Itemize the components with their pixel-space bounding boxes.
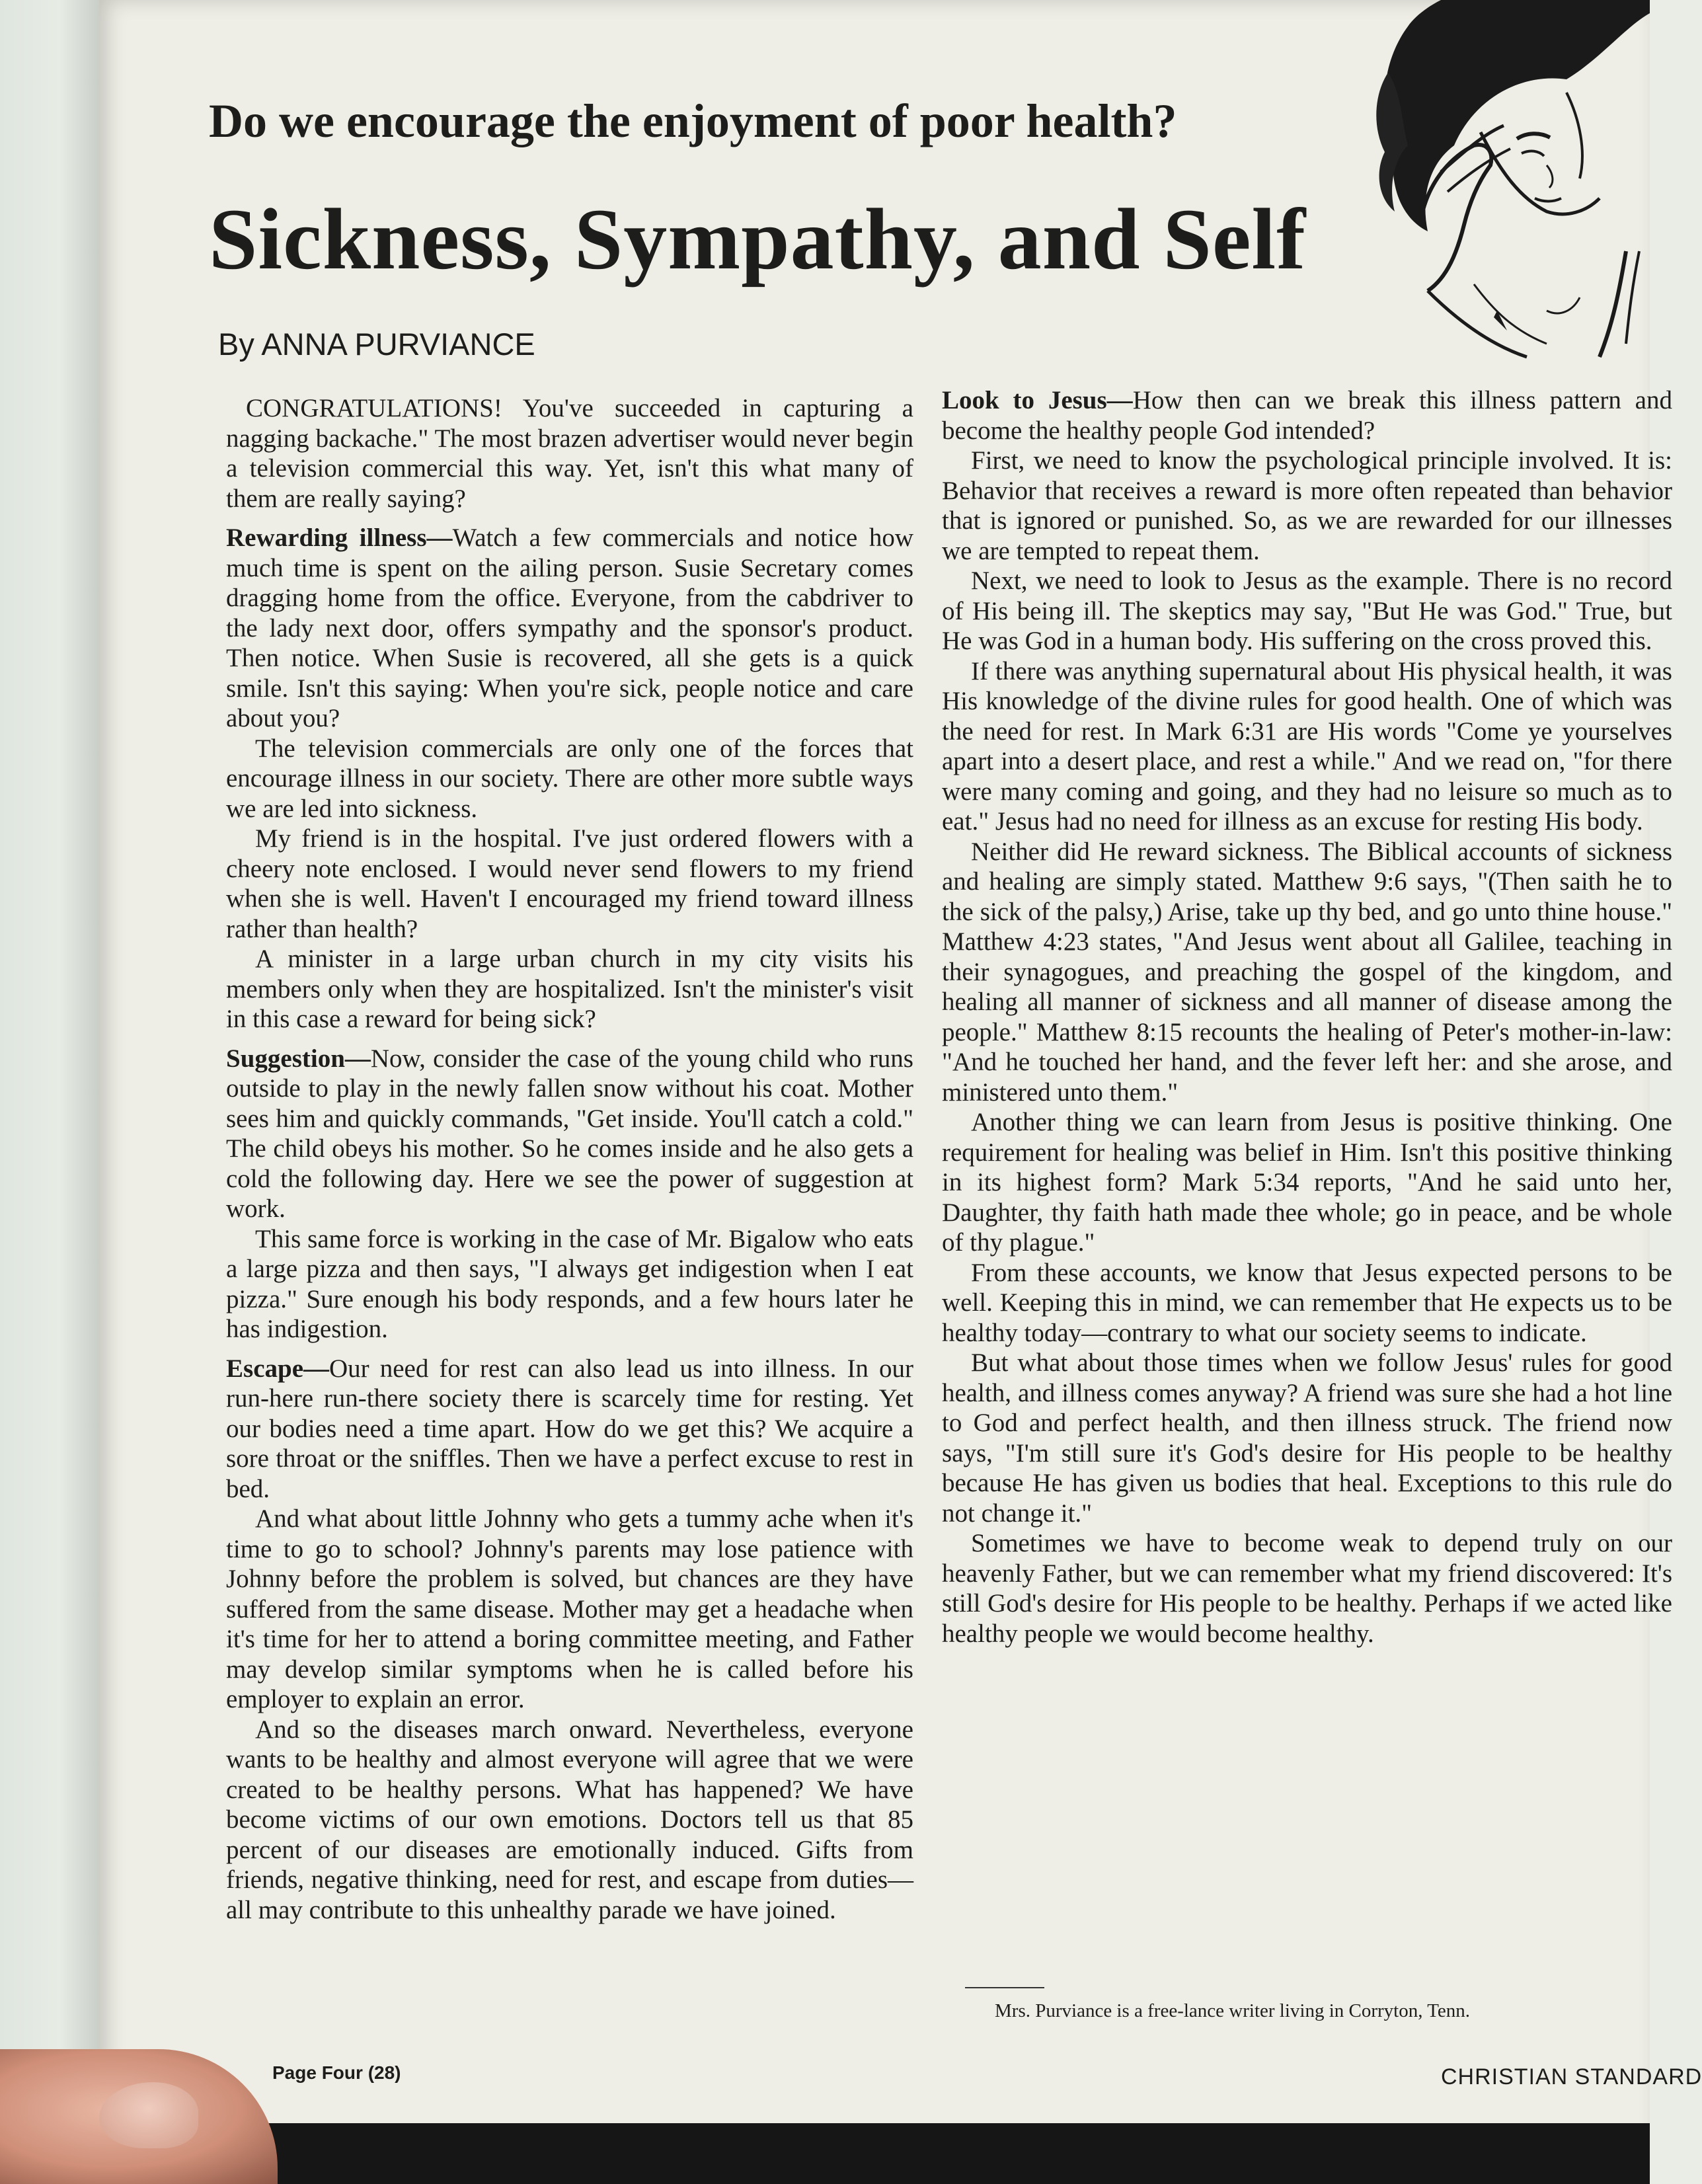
article-column-right xyxy=(942,385,1672,1649)
paragraph: First, we need to know the psychological principle involved. It is: Behavior that receives a reward is more often repeated than behavior that is ignored or punished. So, as we are rewarded for our illnesses we are tempted to repeat them. xyxy=(942,446,1672,565)
paragraph: CONGRATULATIONS! You've succeeded in capturing a nagging backache." The most brazen advertiser would never begin a television commercial this way. Yet, isn't this what many of them are really saying? xyxy=(226,394,913,513)
paragraph: And so the diseases march onward. Nevertheless, everyone wants to be healthy and almost everyone will agree that we were created to be healthy persons. What has happened? We have become victims of our own emotions. Doctors tell us that 85 percent of our diseases are emotionally induced. Gifts from friends, negative thinking, need for rest, and escape from duties—all may contribute to this unhealthy parade we have joined. xyxy=(226,1715,913,1924)
author-note: Mrs. Purviance is a free-lance writer living in Corryton, Tenn. xyxy=(995,2000,1471,2021)
paragraph: Another thing we can learn from Jesus is positive thinking. One requirement for healing was belief in Him. Isn't this positive thinking in its highest form? Mark 5:34 reports, "And he said unto her, Daughter, thy faith hath made thee whole; go in peace, and be whole of thy plague." xyxy=(942,1108,1672,1257)
section-heading: Rewarding illness— xyxy=(226,524,453,552)
article-title: Sickness, Sympathy, and Self xyxy=(209,190,1307,288)
section-paragraph-look-to-jesus: Look to Jesus—How then can we break this illness pattern and become the healthy people God intended? xyxy=(942,386,1672,445)
section-heading: Suggestion— xyxy=(226,1044,371,1073)
footnote-rule xyxy=(965,1987,1044,1988)
article-byline: By ANNA PURVIANCE xyxy=(218,327,535,362)
section-heading: Look to Jesus— xyxy=(942,386,1133,414)
paragraph: The television commercials are only one of the forces that encourage illness in our society. There are other more subtle ways we are led into sickness. xyxy=(226,734,913,823)
paragraph: Next, we need to look to Jesus as the example. There is no record of His being ill. The skeptics may say, "But He was God." True, but He was God in a human body. His suffering on the cross proved this. xyxy=(942,566,1672,655)
paragraph: If there was anything supernatural about His physical health, it was His knowledge of the divine rules for good health. One of which was the need for rest. In Mark 6:31 are His words "Come ye yourselves apart into a desert place, and rest a while." And we read on, "for there were many coming and going, and they had no leisure so much as to eat." Jesus had no need for illness as an excuse for resting His body. xyxy=(942,656,1672,836)
section-paragraph-rewarding-illness: Rewarding illness—Watch a few commercials and notice how much time is spent on the ailing person. Susie Secretary comes dragging home from the office. Everyone, from the cabdriver to the lady next door, offers sympathy and the sponsor's product. Then notice. When Susie is recovered, all she gets is a quick smile. Isn't this saying: When you're sick, people notice and care about you? xyxy=(226,524,913,732)
section-heading: Escape— xyxy=(226,1354,329,1383)
paragraph: But what about those times when we follow Jesus' rules for good health, and illness comes anyway? A friend was sure she had a hot line to God and perfect health, and then illness struck. The friend now says, "I'm still sure it's God's desire for His people to be healthy because He has given us bodies that heal. Exceptions to this rule do not change it." xyxy=(942,1348,1672,1528)
paragraph: This same force is working in the case of Mr. Bigalow who eats a large pizza and then says, "I always get indigestion when I eat pizza." Sure enough his body responds, and a few hours later he has indigestion. xyxy=(226,1224,913,1343)
paragraph: My friend is in the hospital. I've just ordered flowers with a cheery note enclosed. I would never send flowers to my friend when she is well. Haven't I encouraged my friend toward illness rather than health? xyxy=(226,824,913,943)
paragraph: And what about little Johnny who gets a tummy ache when it's time to go to school? Johnny's parents may lose patience with Johnny before the problem is solved, but chances are they have suffered from the same disease. Mother may get a headache when it's time for her to attend a boring committee meeting, and Father may develop similar symptoms when he is called before his employer to explain an error. xyxy=(226,1504,913,1713)
magazine-name: CHRISTIAN STANDARD xyxy=(1441,2064,1702,2089)
section-paragraph-suggestion: Suggestion—Now, consider the case of the young child who runs outside to play in the newly fallen snow without his coat. Mother sees him and quickly commands, "Get inside. You'll catch a cold." The child obeys his mother. So he comes inside and he also gets a cold the following day. Here we see the power of suggestion at work. xyxy=(226,1044,913,1223)
section-paragraph-escape: Escape—Our need for rest can also lead us into illness. In our run-here run-there society there is scarcely time for resting. Yet our bodies need a time apart. How do we get this? We acquire a sore throat or the sniffles. Then we have a perfect excuse to rest in bed. xyxy=(226,1354,913,1503)
facing-page-margin xyxy=(0,0,99,2184)
paragraph: Sometimes we have to become weak to depend truly on our heavenly Father, but we can remember what my friend discovered: It's still God's desire for His people to be healthy. Perhaps if we acted like healthy people we would become healthy. xyxy=(942,1529,1672,1648)
page-folio: Page Four (28) xyxy=(272,2062,401,2083)
article-column-left xyxy=(226,393,913,1925)
woman-with-headache-illustration xyxy=(1348,0,1650,370)
paragraph: A minister in a large urban church in my city visits his members only when they are hospitalized. Isn't the minister's visit in this case a reward for being sick? xyxy=(226,945,913,1033)
article-kicker: Do we encourage the enjoyment of poor health? xyxy=(209,95,1177,147)
paragraph: Neither did He reward sickness. The Biblical accounts of sickness and healing are simply stated. Matthew 9:6 says, "(Then saith he to the sick of the palsy,) Arise, take up thy bed, and go unto thine house." Matthew 4:23 states, "And Jesus went about all Galilee, teaching in their synagogues, and preaching the gospel of the kingdom, and healing all manner of sickness and all manner of disease among the people." Matthew 8:15 recounts the healing of Peter's mother-in-law: "And he touched her hand, and the fever left her: and she arose, and ministered unto them." xyxy=(942,837,1672,1107)
paragraph: From these accounts, we know that Jesus expected persons to be well. Keeping this in mind, we can remember that He expects us to be healthy today—contrary to what our society seems to indicate. xyxy=(942,1258,1672,1347)
